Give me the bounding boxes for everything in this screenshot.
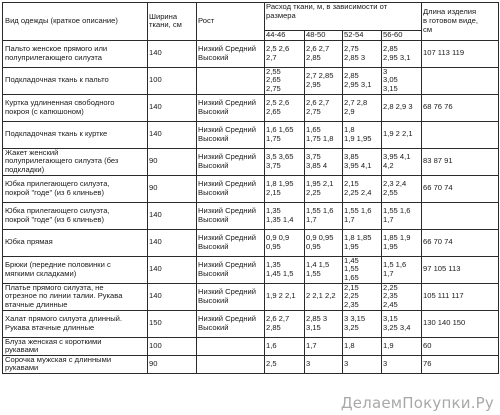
cell-s4: 1,9 2 2,1 [382,121,422,148]
cell-length: 107 113 119 [422,40,499,67]
cell-s2: 3 [305,355,343,373]
cell-height [197,67,265,94]
table-row [3,310,499,337]
cell-width: 150 [148,310,197,337]
cell-s3: 3 3,15 3,25 [343,310,382,337]
cell-s4: 2,8 2,9 3 [382,94,422,121]
cell-length: 83 87 91 [422,148,499,175]
header-size: 52-54 [343,31,382,41]
table-row [3,283,499,310]
table-row [3,355,499,373]
cell-s3: 1,45 1,55 1,65 [343,256,382,283]
fabric-consumption-table [2,2,499,374]
cell-s1: 3,5 3,65 3,75 [265,148,305,175]
cell-height [197,355,265,373]
cell-item: Куртка удлиненная свободного покроя (с капюшоном) [3,94,148,121]
cell-s1: 1,6 1,65 1,75 [265,121,305,148]
table-row [3,202,499,229]
table-row [3,229,499,256]
cell-s3: 3 [343,355,382,373]
cell-s3: 2,15 2,25 2,35 [343,283,382,310]
cell-s2: 2,6 2,7 2,75 [305,94,343,121]
cell-height: Низкий Средний Высокий [197,121,265,148]
cell-s4: 1,9 [382,337,422,355]
cell-s2: 3,75 3,85 4 [305,148,343,175]
cell-length: 130 140 150 [422,310,499,337]
header-size: 44-46 [265,31,305,41]
cell-width: 90 [148,148,197,175]
cell-length: 97 105 113 [422,256,499,283]
watermark: ДелаемПокупки.Ру [340,394,494,412]
cell-width: 140 [148,256,197,283]
cell-width: 90 [148,355,197,373]
table-row [3,94,499,121]
header-consumption: Расход ткани, м, в зависимости от размера [265,3,422,31]
cell-s1: 1,6 [265,337,305,355]
table-header-row [3,3,499,31]
cell-s2: 2,6 2,7 2,85 [305,40,343,67]
cell-s2: 2,7 2,85 2,95 [305,67,343,94]
cell-s3: 2,7 2,8 2,9 [343,94,382,121]
cell-height: Низкий Средний Высокий [197,40,265,67]
cell-s2: 1,55 1,6 1,7 [305,202,343,229]
cell-item: Сорочка мужская с длинными рукавами [3,355,148,373]
cell-height: Низкий Средний Высокий [197,202,265,229]
table-row [3,175,499,202]
cell-length [422,202,499,229]
cell-s3: 1,8 1,85 1,95 [343,229,382,256]
cell-height: Низкий Средний Высокий [197,310,265,337]
cell-height: Низкий Средний Высокий [197,256,265,283]
cell-s4: 3 [382,355,422,373]
cell-s3: 3,85 3,95 4,1 [343,148,382,175]
cell-s1: 1,9 2 2,1 [265,283,305,310]
cell-s3: 2,85 2,95 3,1 [343,67,382,94]
cell-width: 140 [148,283,197,310]
cell-s4: 1,85 1,9 1,95 [382,229,422,256]
cell-item: Подкладочная ткань к куртке [3,121,148,148]
cell-length [422,67,499,94]
cell-item: Юбка прямая [3,229,148,256]
cell-item: Подкладочная ткань к пальто [3,67,148,94]
cell-s4: 3,95 4,1 4,2 [382,148,422,175]
cell-s4: 3 3,05 3,15 [382,67,422,94]
cell-s1: 2,5 2,6 2,7 [265,40,305,67]
cell-s2: 0,9 0,95 0,95 [305,229,343,256]
cell-s3: 1,8 1,9 1,95 [343,121,382,148]
header-size: 56-60 [382,31,422,41]
cell-s2: 2,85 3 3,15 [305,310,343,337]
cell-s4: 1,55 1,6 1,7 [382,202,422,229]
table-row [3,337,499,355]
header-height: Рост [197,3,265,41]
cell-s1: 2,6 2,7 2,85 [265,310,305,337]
cell-s1: 1,35 1,35 1,4 [265,202,305,229]
cell-s1: 1,8 1,95 2,15 [265,175,305,202]
table-row [3,40,499,67]
cell-s4: 2,25 2,35 2,45 [382,283,422,310]
cell-length: 68 76 76 [422,94,499,121]
cell-s3: 2,75 2,85 3 [343,40,382,67]
cell-length: 60 [422,337,499,355]
cell-length: 66 70 74 [422,229,499,256]
cell-item: Юбка прилегающего силуэта, покрой "годе" (из 6 клиньев) [3,175,148,202]
cell-width: 100 [148,337,197,355]
cell-s1: 2,55 2,65 2,75 [265,67,305,94]
cell-s4: 1,5 1,6 1,7 [382,256,422,283]
cell-height: Низкий Средний Высокий [197,229,265,256]
cell-item: Платье прямого силуэта, не отрезное по линии талии. Рукава втачные длинные [3,283,148,310]
cell-height: Низкий Средний Высокий [197,148,265,175]
header-width: Ширина ткани, см [148,3,197,41]
cell-length: 76 [422,355,499,373]
cell-item: Жакет женский полуприлегающего силуэта (без подкладки) [3,148,148,175]
cell-s2: 1,65 1,75 1,8 [305,121,343,148]
cell-width: 90 [148,175,197,202]
table-body [3,40,499,373]
cell-width: 100 [148,67,197,94]
cell-s3: 2,15 2,25 2,4 [343,175,382,202]
header-length: Длина изделия в готовом виде, см [422,3,499,41]
header-item: Вид одежды (краткое описание) [3,3,148,41]
cell-item: Блуза женская с короткими рукавами [3,337,148,355]
cell-item: Брюки (передние половинки с мягкими складками) [3,256,148,283]
cell-s2: 1,95 2,1 2,25 [305,175,343,202]
cell-width: 140 [148,121,197,148]
cell-s2: 2 2,1 2,2 [305,283,343,310]
cell-s1: 0,9 0,9 0,95 [265,229,305,256]
cell-item: Халат прямого силуэта длинный. Рукава втачные длинные [3,310,148,337]
cell-s4: 3,15 3,25 3,4 [382,310,422,337]
cell-height: Низкий Средний Высокий [197,94,265,121]
cell-length [422,121,499,148]
cell-length: 66 70 74 [422,175,499,202]
cell-s2: 1,4 1,5 1,55 [305,256,343,283]
table-row [3,67,499,94]
cell-length: 105 111 117 [422,283,499,310]
cell-item: Юбка прилегающего силуэта, покрой "годе" (из 6 клиньев) [3,202,148,229]
cell-s3: 1,55 1,6 1,7 [343,202,382,229]
header-size: 48-50 [305,31,343,41]
cell-height: Низкий Средний Высокий [197,283,265,310]
cell-width: 140 [148,202,197,229]
table-row [3,121,499,148]
cell-height [197,337,265,355]
cell-s2: 1,7 [305,337,343,355]
cell-s4: 2,3 2,4 2,55 [382,175,422,202]
cell-s3: 1,8 [343,337,382,355]
cell-width: 140 [148,94,197,121]
cell-item: Пальто женское прямого или полуприлегающего силуэта [3,40,148,67]
cell-width: 140 [148,229,197,256]
cell-s4: 2,85 2,95 3,1 [382,40,422,67]
table-row [3,256,499,283]
cell-s1: 2,5 2,6 2,65 [265,94,305,121]
table-row [3,148,499,175]
cell-height: Низкий Средний Высокий [197,175,265,202]
cell-width: 140 [148,40,197,67]
cell-s1: 2,5 [265,355,305,373]
cell-s1: 1,35 1,45 1,5 [265,256,305,283]
